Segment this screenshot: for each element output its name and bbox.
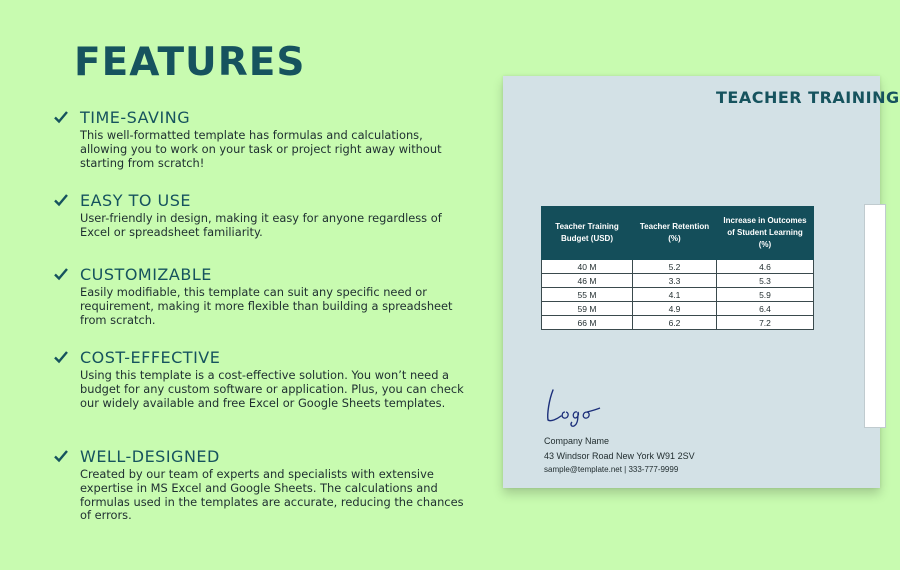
- feature-description: Using this template is a cost-effective solution. You won’t need a budget for any custom software or application. Plus, you can check our widely available and free Excel or Google Sheets templates.: [80, 368, 464, 410]
- column-header: Teacher Training Budget (USD): [542, 207, 633, 260]
- feature-title: TIME-SAVING: [80, 108, 191, 127]
- table-cell: 3.3: [633, 274, 717, 288]
- training-data-table: [541, 206, 814, 330]
- company-contact: sample@template.net | 333-777-9999: [544, 465, 679, 474]
- table-cell: 4.9: [633, 302, 717, 316]
- table-cell: 55 M: [542, 288, 633, 302]
- table-cell: 5.3: [717, 274, 814, 288]
- table-cell: 4.1: [633, 288, 717, 302]
- feature-item-well-designed: [54, 448, 464, 523]
- table-cell: 6.4: [717, 302, 814, 316]
- feature-description: Easily modifiable, this template can suit any specific need or requirement, making it more flexible than building a spreadsheet from scratch.: [80, 285, 453, 327]
- feature-title: CUSTOMIZABLE: [80, 265, 212, 284]
- table-cell: 40 M: [542, 260, 633, 274]
- table-row: [542, 302, 814, 316]
- column-header: Teacher Retention (%): [633, 207, 717, 260]
- feature-title: WELL-DESIGNED: [80, 447, 220, 466]
- column-header: Increase in Outcomes of Student Learning (%): [717, 207, 814, 260]
- feature-title: COST-EFFECTIVE: [80, 348, 221, 367]
- checkmark-icon: [54, 193, 68, 207]
- document-title: TEACHER TRAINING: [716, 88, 900, 107]
- feature-title: EASY TO USE: [80, 191, 191, 210]
- table-row: [542, 316, 814, 330]
- checkmark-icon: [54, 350, 68, 364]
- feature-item-easy-to-use: [54, 192, 464, 240]
- feature-item-customizable: [54, 266, 464, 327]
- table-cell: 7.2: [717, 316, 814, 330]
- checkmark-icon: [54, 267, 68, 281]
- table-cell: 66 M: [542, 316, 633, 330]
- table-cell: 4.6: [717, 260, 814, 274]
- chart-panel-edge: [864, 204, 886, 428]
- table-cell: 46 M: [542, 274, 633, 288]
- table-cell: 5.9: [717, 288, 814, 302]
- feature-description: User-friendly in design, making it easy for anyone regardless of Excel or spreadsheet familiarity.: [80, 211, 442, 239]
- feature-description: This well-formatted template has formulas and calculations, allowing you to work on your task or project right away without starting from scratch!: [80, 128, 442, 170]
- table-cell: 6.2: [633, 316, 717, 330]
- feature-item-cost-effective: [54, 349, 464, 410]
- table-header-row: [542, 207, 814, 260]
- table-row: [542, 260, 814, 274]
- logo-signature: [545, 384, 605, 428]
- table-cell: 5.2: [633, 260, 717, 274]
- feature-description: Created by our team of experts and specialists with extensive expertise in MS Excel and Google Sheets. The calculations and formulas used in the templates are accurate, reducing the chances of errors.: [80, 467, 464, 523]
- company-name: Company Name: [544, 436, 610, 446]
- table-cell: 59 M: [542, 302, 633, 316]
- table-row: [542, 288, 814, 302]
- page-title: FEATURES: [74, 40, 306, 85]
- checkmark-icon: [54, 449, 68, 463]
- feature-item-time-saving: [54, 109, 464, 170]
- table-row: [542, 274, 814, 288]
- template-preview-document: [503, 76, 900, 488]
- company-address: 43 Windsor Road New York W91 2SV: [544, 451, 695, 461]
- checkmark-icon: [54, 110, 68, 124]
